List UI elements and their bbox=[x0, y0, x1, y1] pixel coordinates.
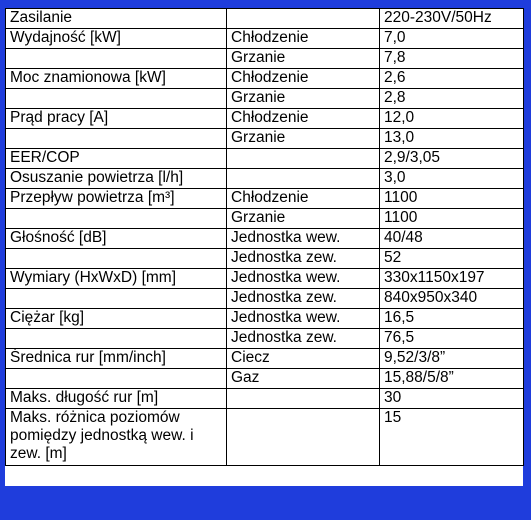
param-cell: Prąd pracy [A] bbox=[6, 109, 227, 129]
param-cell bbox=[6, 249, 227, 269]
param-cell: Zasilanie bbox=[6, 9, 227, 29]
table-row bbox=[6, 89, 524, 109]
mode-cell: Jednostka wew. bbox=[227, 309, 380, 329]
mode-cell: Chłodzenie bbox=[227, 189, 380, 209]
value-cell: 76,5 bbox=[380, 329, 524, 349]
table-row bbox=[6, 229, 524, 249]
mode-cell: Jednostka zew. bbox=[227, 289, 380, 309]
value-cell: 2,8 bbox=[380, 89, 524, 109]
value-cell: 2,9/3,05 bbox=[380, 149, 524, 169]
table-row bbox=[6, 409, 524, 466]
table-row bbox=[6, 289, 524, 309]
param-cell: Osuszanie powietrza [l/h] bbox=[6, 169, 227, 189]
table-row bbox=[6, 69, 524, 89]
mode-cell: Ciecz bbox=[227, 349, 380, 369]
table-row bbox=[6, 209, 524, 229]
table-row bbox=[6, 389, 524, 409]
value-cell: 7,0 bbox=[380, 29, 524, 49]
param-cell bbox=[6, 89, 227, 109]
param-cell: Maks. różnica poziomów pomiędzy jednostką wew. i zew. [m] bbox=[6, 409, 227, 466]
mode-cell bbox=[227, 409, 380, 466]
param-cell: Średnica rur [mm/inch] bbox=[6, 349, 227, 369]
param-cell bbox=[6, 289, 227, 309]
table-row bbox=[6, 129, 524, 149]
mode-cell: Grzanie bbox=[227, 89, 380, 109]
value-cell: 7,8 bbox=[380, 49, 524, 69]
mode-cell bbox=[227, 149, 380, 169]
value-cell: 1100 bbox=[380, 209, 524, 229]
mode-cell: Grzanie bbox=[227, 49, 380, 69]
param-cell bbox=[6, 209, 227, 229]
table-row bbox=[6, 169, 524, 189]
mode-cell: Chłodzenie bbox=[227, 109, 380, 129]
table-row bbox=[6, 349, 524, 369]
mode-cell: Jednostka wew. bbox=[227, 229, 380, 249]
value-cell: 9,52/3/8” bbox=[380, 349, 524, 369]
mode-cell: Grzanie bbox=[227, 209, 380, 229]
mode-cell: Grzanie bbox=[227, 129, 380, 149]
table-row bbox=[6, 9, 524, 29]
param-cell: Ciężar [kg] bbox=[6, 309, 227, 329]
mode-cell bbox=[227, 169, 380, 189]
mode-cell bbox=[227, 9, 380, 29]
value-cell: 220-230V/50Hz bbox=[380, 9, 524, 29]
table-row bbox=[6, 49, 524, 69]
param-cell bbox=[6, 49, 227, 69]
specification-table bbox=[5, 8, 524, 466]
table-row bbox=[6, 369, 524, 389]
mode-cell: Jednostka zew. bbox=[227, 249, 380, 269]
value-cell: 3,0 bbox=[380, 169, 524, 189]
value-cell: 30 bbox=[380, 389, 524, 409]
param-cell: Głośność [dB] bbox=[6, 229, 227, 249]
value-cell: 40/48 bbox=[380, 229, 524, 249]
table-row bbox=[6, 309, 524, 329]
value-cell: 2,6 bbox=[380, 69, 524, 89]
param-cell: Wymiary (HxWxD) [mm] bbox=[6, 269, 227, 289]
mode-cell: Jednostka wew. bbox=[227, 269, 380, 289]
param-cell: Maks. długość rur [m] bbox=[6, 389, 227, 409]
table-row bbox=[6, 189, 524, 209]
table-row bbox=[6, 269, 524, 289]
table-row bbox=[6, 149, 524, 169]
spec-sheet bbox=[5, 8, 523, 486]
param-cell: Wydajność [kW] bbox=[6, 29, 227, 49]
table-row bbox=[6, 29, 524, 49]
mode-cell: Jednostka zew. bbox=[227, 329, 380, 349]
table-row bbox=[6, 109, 524, 129]
param-cell bbox=[6, 369, 227, 389]
param-cell: Przepływ powietrza [m³] bbox=[6, 189, 227, 209]
param-cell bbox=[6, 129, 227, 149]
table-row bbox=[6, 249, 524, 269]
table-row bbox=[6, 329, 524, 349]
value-cell: 15 bbox=[380, 409, 524, 466]
param-cell: EER/COP bbox=[6, 149, 227, 169]
mode-cell: Gaz bbox=[227, 369, 380, 389]
value-cell: 13,0 bbox=[380, 129, 524, 149]
mode-cell bbox=[227, 389, 380, 409]
value-cell: 16,5 bbox=[380, 309, 524, 329]
param-cell: Moc znamionowa [kW] bbox=[6, 69, 227, 89]
mode-cell: Chłodzenie bbox=[227, 69, 380, 89]
value-cell: 15,88/5/8” bbox=[380, 369, 524, 389]
param-cell bbox=[6, 329, 227, 349]
value-cell: 330x1150x197 bbox=[380, 269, 524, 289]
value-cell: 1100 bbox=[380, 189, 524, 209]
value-cell: 840x950x340 bbox=[380, 289, 524, 309]
value-cell: 12,0 bbox=[380, 109, 524, 129]
mode-cell: Chłodzenie bbox=[227, 29, 380, 49]
value-cell: 52 bbox=[380, 249, 524, 269]
